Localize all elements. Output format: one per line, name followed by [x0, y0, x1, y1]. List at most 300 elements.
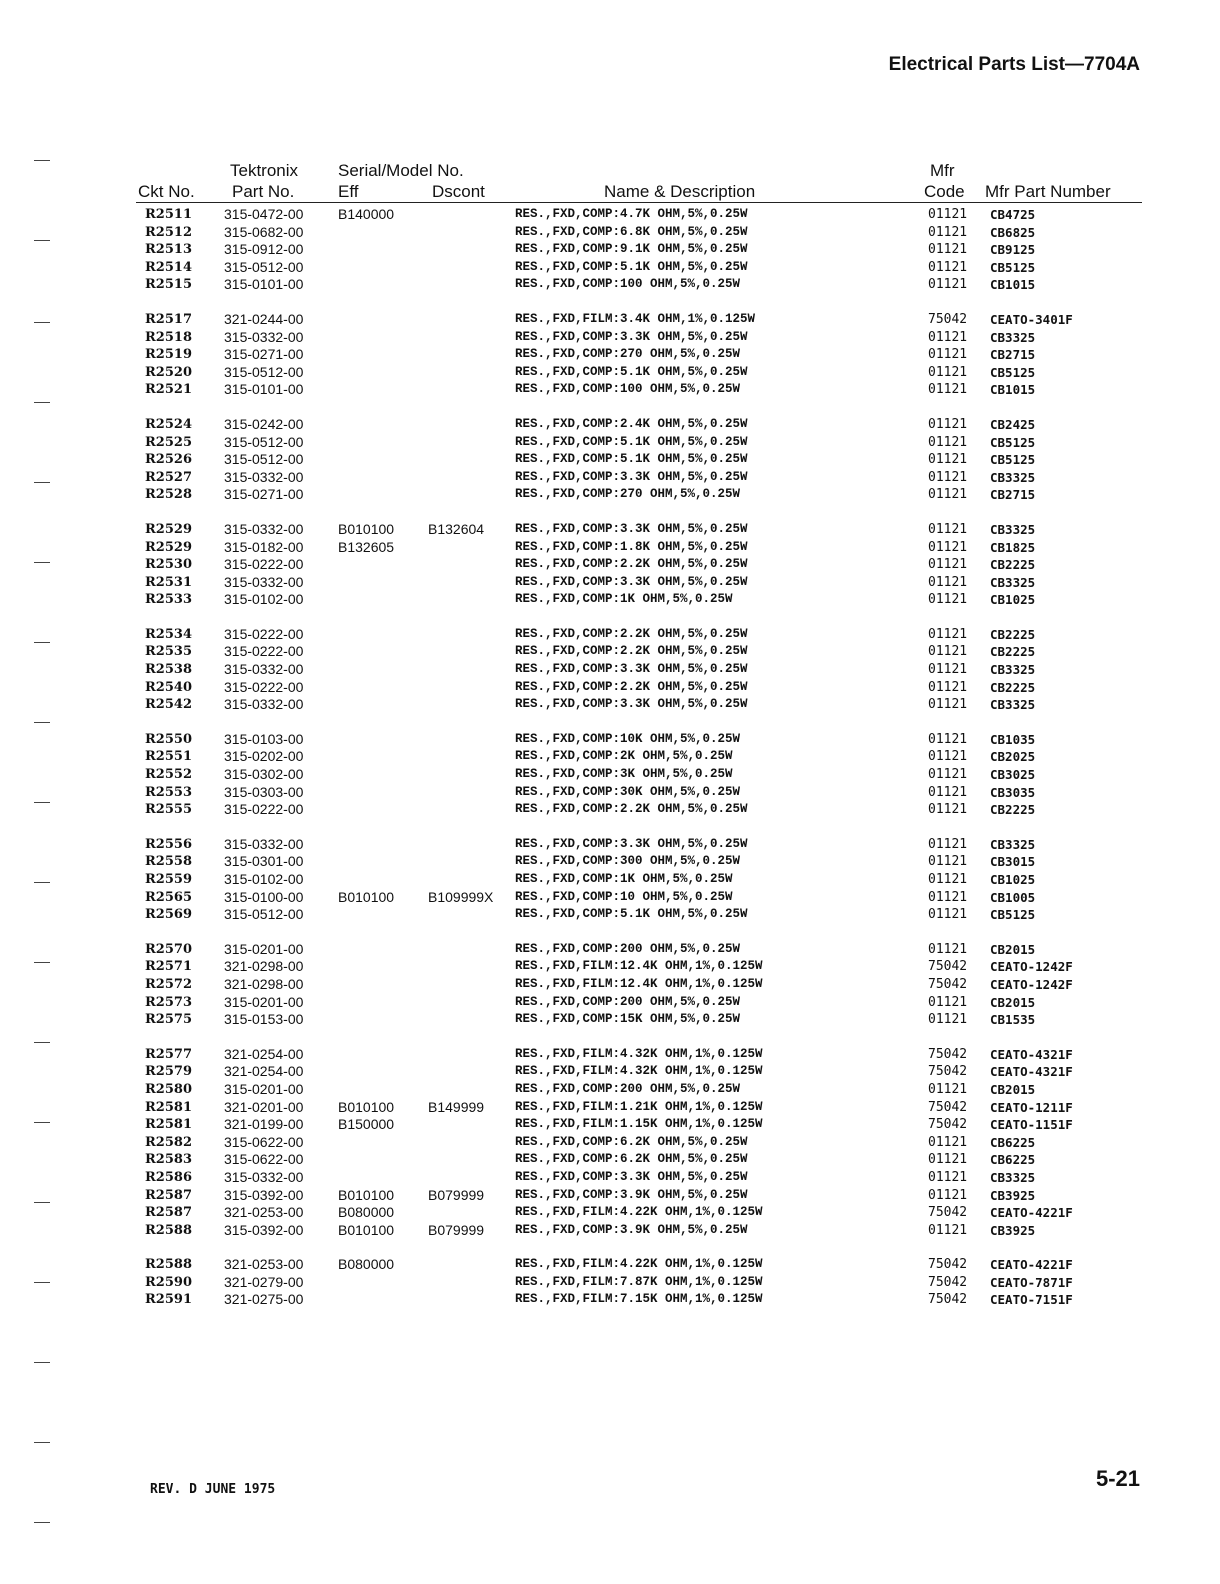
- mfr-part-number: CEATO-3401F: [990, 311, 1073, 327]
- part-description: RES.,FXD,COMP:3.9K OHM,5%,0.25W: [515, 1222, 748, 1237]
- part-description: RES.,FXD,COMP:1K OHM,5%,0.25W: [515, 872, 733, 886]
- mfr-code: 01121: [928, 1081, 968, 1097]
- ckt-number: R2555: [145, 802, 192, 818]
- mfr-code: 75042: [928, 1292, 968, 1308]
- mfr-part-number: CB3035: [990, 784, 1036, 800]
- mfr-code: 01121: [928, 697, 968, 713]
- ckt-number: R2575: [145, 1012, 192, 1028]
- mfr-code: 01121: [928, 802, 968, 818]
- serial-dscont: B079999: [428, 1186, 485, 1203]
- table-row: [0, 1116, 1220, 1134]
- serial-dscont: B132604: [428, 520, 485, 537]
- tektronix-part-number: 315-0332-00: [224, 573, 304, 590]
- part-description: RES.,FXD,COMP:5.1K OHM,5%,0.25W: [515, 364, 748, 379]
- tektronix-part-number: 315-0202-00: [224, 748, 304, 765]
- margin-mark: [34, 1042, 50, 1043]
- tektronix-part-number: 315-0201-00: [224, 940, 304, 957]
- table-row: [0, 521, 1220, 539]
- table-row: [0, 661, 1220, 679]
- mfr-part-number: CEATO-4221F: [990, 1257, 1073, 1273]
- tektronix-part-number: 321-0253-00: [224, 1256, 304, 1273]
- mfr-part-number: CB3325: [990, 697, 1036, 713]
- mfr-part-number: CB5125: [990, 907, 1036, 923]
- mfr-part-number: CB2225: [990, 557, 1036, 573]
- mfr-code: 01121: [928, 1169, 968, 1185]
- margin-mark: [34, 962, 50, 963]
- mfr-part-number: CB2015: [990, 941, 1036, 957]
- part-description: RES.,FXD,COMP:2.2K OHM,5%,0.25W: [515, 644, 748, 659]
- mfr-part-number: CB1015: [990, 277, 1036, 293]
- ckt-number: R2551: [145, 749, 192, 765]
- tektronix-part-number: 321-0279-00: [224, 1273, 304, 1290]
- tektronix-part-number: 315-0242-00: [224, 415, 304, 432]
- parts-group: [0, 731, 1220, 819]
- ckt-number: R2520: [145, 364, 192, 380]
- table-row: [0, 1291, 1220, 1309]
- serial-eff: B010100: [338, 1186, 395, 1203]
- part-description: RES.,FXD,COMP:2K OHM,5%,0.25W: [515, 749, 733, 764]
- part-description: RES.,FXD,FILM:1.15K OHM,1%,0.125W: [515, 1117, 763, 1132]
- mfr-code: 01121: [928, 907, 968, 923]
- mfr-code: 01121: [928, 364, 968, 380]
- mfr-part-number: CB3015: [990, 854, 1036, 870]
- mfr-part-number: CEATO-1242F: [990, 976, 1073, 992]
- tektronix-part-number: 315-0222-00: [224, 625, 304, 642]
- part-description: RES.,FXD,COMP:3.3K OHM,5%,0.25W: [515, 329, 748, 344]
- mfr-code: 01121: [928, 557, 968, 573]
- ckt-number: R2588: [145, 1257, 192, 1273]
- tektronix-part-number: 321-0199-00: [224, 1116, 304, 1133]
- part-description: RES.,FXD,FILM:4.22K OHM,1%,0.125W: [515, 1205, 763, 1220]
- tektronix-part-number: 315-0201-00: [224, 993, 304, 1010]
- mfr-part-number: CB2715: [990, 487, 1036, 503]
- part-description: RES.,FXD,COMP:270 OHM,5%,0.25W: [515, 487, 741, 502]
- part-description: RES.,FXD,COMP:3K OHM,5%,0.25W: [515, 767, 733, 782]
- table-row: [0, 486, 1220, 504]
- mfr-code: 01121: [928, 242, 968, 258]
- mfr-part-number: CEATO-1211F: [990, 1099, 1073, 1115]
- part-description: RES.,FXD,COMP:3.3K OHM,5%,0.25W: [515, 697, 748, 712]
- tektronix-part-number: 321-0253-00: [224, 1204, 304, 1221]
- tektronix-part-number: 315-0332-00: [224, 520, 304, 537]
- table-row: [0, 1187, 1220, 1205]
- serial-dscont: B149999: [428, 1098, 485, 1115]
- mfr-code: 01121: [928, 662, 968, 678]
- table-row: [0, 679, 1220, 697]
- mfr-part-number: CB3925: [990, 1187, 1036, 1203]
- ckt-number: R2519: [145, 347, 192, 363]
- tektronix-part-number: 321-0244-00: [224, 310, 304, 327]
- ckt-number: R2528: [145, 487, 192, 503]
- tektronix-part-number: 315-0332-00: [224, 661, 304, 678]
- mfr-part-number: CB3325: [990, 836, 1036, 852]
- table-row: [0, 1256, 1220, 1274]
- ckt-number: R2587: [145, 1205, 192, 1221]
- ckt-number: R2588: [145, 1222, 192, 1238]
- mfr-code: 75042: [928, 1117, 968, 1133]
- mfr-code: 01121: [928, 731, 968, 747]
- tektronix-part-number: 315-0512-00: [224, 363, 304, 380]
- ckt-number: R2535: [145, 644, 192, 660]
- tektronix-part-number: 315-0512-00: [224, 258, 304, 275]
- tektronix-part-number: 315-0101-00: [224, 381, 304, 398]
- ckt-number: R2577: [145, 1046, 192, 1062]
- mfr-part-number: CB3325: [990, 1169, 1036, 1185]
- serial-eff: B010100: [338, 1221, 395, 1238]
- mfr-code: 01121: [928, 592, 968, 608]
- ckt-number: R2581: [145, 1117, 192, 1133]
- table-row: [0, 346, 1220, 364]
- col-header-mfr-line1: Mfr: [930, 161, 955, 180]
- ckt-number: R2515: [145, 277, 192, 293]
- mfr-part-number: CB5125: [990, 364, 1036, 380]
- col-header-tek-line2: Part No.: [232, 182, 295, 201]
- parts-group: [0, 416, 1220, 504]
- ckt-number: R2581: [145, 1099, 192, 1115]
- part-description: RES.,FXD,COMP:1.8K OHM,5%,0.25W: [515, 539, 748, 554]
- tektronix-part-number: 315-0332-00: [224, 835, 304, 852]
- tektronix-part-number: 315-0682-00: [224, 223, 304, 240]
- table-row: [0, 626, 1220, 644]
- table-row: [0, 574, 1220, 592]
- tektronix-part-number: 315-0222-00: [224, 678, 304, 695]
- part-description: RES.,FXD,FILM:4.22K OHM,1%,0.125W: [515, 1257, 763, 1272]
- mfr-part-number: CB3325: [990, 662, 1036, 678]
- col-header-description: Name & Description: [604, 182, 756, 201]
- ckt-number: R2524: [145, 416, 192, 432]
- parts-group: [0, 311, 1220, 399]
- part-description: RES.,FXD,COMP:10 OHM,5%,0.25W: [515, 889, 733, 904]
- part-description: RES.,FXD,COMP:5.1K OHM,5%,0.25W: [515, 434, 748, 449]
- mfr-code: 01121: [928, 347, 968, 363]
- mfr-part-number: CB1535: [990, 1012, 1036, 1028]
- margin-mark: [34, 722, 50, 723]
- part-description: RES.,FXD,COMP:3.3K OHM,5%,0.25W: [515, 521, 748, 536]
- mfr-code: 75042: [928, 1205, 968, 1221]
- mfr-code: 01121: [928, 889, 968, 905]
- mfr-code: 01121: [928, 872, 968, 887]
- mfr-part-number: CB3325: [990, 469, 1036, 485]
- mfr-code: 01121: [928, 1134, 968, 1150]
- table-row: [0, 889, 1220, 907]
- mfr-part-number: CB9125: [990, 242, 1036, 258]
- part-description: RES.,FXD,COMP:2.2K OHM,5%,0.25W: [515, 557, 748, 572]
- table-row: [0, 1274, 1220, 1292]
- part-description: RES.,FXD,COMP:6.2K OHM,5%,0.25W: [515, 1152, 748, 1167]
- ckt-number: R2512: [145, 224, 192, 240]
- tektronix-part-number: 315-0512-00: [224, 451, 304, 468]
- margin-mark: [34, 160, 50, 161]
- tektronix-part-number: 315-0392-00: [224, 1221, 304, 1238]
- mfr-code: 75042: [928, 1046, 968, 1062]
- tektronix-part-number: 315-0622-00: [224, 1133, 304, 1150]
- mfr-code: 01121: [928, 224, 968, 240]
- table-row: [0, 259, 1220, 277]
- mfr-code: 01121: [928, 382, 968, 398]
- ckt-number: R2533: [145, 592, 192, 608]
- ckt-number: R2565: [145, 889, 192, 905]
- mfr-part-number: CB5125: [990, 434, 1036, 450]
- part-description: RES.,FXD,COMP:300 OHM,5%,0.25W: [515, 854, 741, 869]
- tektronix-part-number: 315-0271-00: [224, 486, 304, 503]
- part-description: RES.,FXD,COMP:100 OHM,5%,0.25W: [515, 382, 741, 397]
- tektronix-part-number: 315-0102-00: [224, 871, 304, 887]
- part-description: RES.,FXD,COMP:5.1K OHM,5%,0.25W: [515, 452, 748, 467]
- table-row: [0, 241, 1220, 259]
- ckt-number: R2550: [145, 731, 192, 747]
- tektronix-part-number: 321-0298-00: [224, 975, 304, 992]
- tektronix-part-number: 315-0222-00: [224, 643, 304, 660]
- mfr-code: 75042: [928, 976, 968, 992]
- part-description: RES.,FXD,COMP:1K OHM,5%,0.25W: [515, 592, 733, 607]
- tektronix-part-number: 315-0222-00: [224, 801, 304, 818]
- mfr-part-number: CB2015: [990, 994, 1036, 1010]
- ckt-number: R2538: [145, 662, 192, 678]
- mfr-part-number: CB2225: [990, 679, 1036, 695]
- mfr-part-number: CEATO-1242F: [990, 959, 1073, 975]
- margin-mark: [34, 562, 50, 563]
- mfr-code: 01121: [928, 1187, 968, 1203]
- serial-eff: B140000: [338, 206, 395, 222]
- mfr-code: 01121: [928, 434, 968, 450]
- part-description: RES.,FXD,FILM:12.4K OHM,1%,0.125W: [515, 976, 763, 991]
- table-row: [0, 539, 1220, 557]
- tektronix-part-number: 315-0472-00: [224, 206, 304, 222]
- part-description: RES.,FXD,COMP:2.4K OHM,5%,0.25W: [515, 416, 748, 431]
- tektronix-part-number: 315-0103-00: [224, 730, 304, 747]
- tektronix-part-number: 315-0332-00: [224, 328, 304, 345]
- mfr-part-number: CB2015: [990, 1081, 1036, 1097]
- serial-eff: B010100: [338, 888, 395, 905]
- part-description: RES.,FXD,FILM:4.32K OHM,1%,0.125W: [515, 1064, 763, 1079]
- ckt-number: R2552: [145, 767, 192, 783]
- serial-eff: B010100: [338, 1098, 395, 1115]
- part-description: RES.,FXD,COMP:3.3K OHM,5%,0.25W: [515, 836, 748, 851]
- col-header-mfr-part-number: Mfr Part Number: [985, 182, 1111, 201]
- ckt-number: R2526: [145, 452, 192, 468]
- mfr-part-number: CEATO-1151F: [990, 1117, 1073, 1133]
- mfr-code: 01121: [928, 452, 968, 468]
- mfr-code: 01121: [928, 854, 968, 870]
- part-description: RES.,FXD,COMP:3.9K OHM,5%,0.25W: [515, 1187, 748, 1202]
- part-description: RES.,FXD,COMP:3.3K OHM,5%,0.25W: [515, 469, 748, 484]
- parts-group: [0, 1256, 1220, 1309]
- mfr-part-number: CB3325: [990, 521, 1036, 537]
- ckt-number: R2529: [145, 539, 192, 555]
- mfr-part-number: CB4725: [990, 207, 1036, 222]
- mfr-code: 01121: [928, 487, 968, 503]
- table-row: [0, 1169, 1220, 1187]
- ckt-number: R2591: [145, 1292, 192, 1308]
- ckt-number: R2529: [145, 521, 192, 537]
- margin-mark: [34, 882, 50, 883]
- col-header-mfr-code: Code: [924, 182, 965, 201]
- table-row: [0, 1011, 1220, 1029]
- ckt-number: R2579: [145, 1064, 192, 1080]
- table-row: [0, 311, 1220, 329]
- mfr-part-number: CB3925: [990, 1222, 1036, 1238]
- tektronix-part-number: 315-0912-00: [224, 241, 304, 258]
- mfr-part-number: CB2225: [990, 626, 1036, 642]
- mfr-part-number: CB6825: [990, 224, 1036, 240]
- mfr-code: 01121: [928, 329, 968, 345]
- ckt-number: R2511: [145, 207, 192, 222]
- revision-note: REV. D JUNE 1975: [150, 1482, 276, 1497]
- part-description: RES.,FXD,FILM:1.21K OHM,1%,0.125W: [515, 1099, 763, 1114]
- mfr-code: 01121: [928, 784, 968, 800]
- serial-eff: B010100: [338, 520, 395, 537]
- mfr-part-number: CB3325: [990, 329, 1036, 345]
- margin-mark: [34, 1202, 50, 1203]
- part-description: RES.,FXD,FILM:12.4K OHM,1%,0.125W: [515, 959, 763, 974]
- ckt-number: R2572: [145, 976, 192, 992]
- mfr-part-number: CB1025: [990, 592, 1036, 608]
- ckt-number: R2587: [145, 1187, 192, 1203]
- part-description: RES.,FXD,COMP:2.2K OHM,5%,0.25W: [515, 679, 748, 694]
- table-row: [0, 1222, 1220, 1240]
- table-row: [0, 1046, 1220, 1064]
- tektronix-part-number: 315-0271-00: [224, 346, 304, 363]
- parts-list: [0, 206, 1220, 1326]
- table-row: [0, 836, 1220, 854]
- margin-mark: [34, 402, 50, 403]
- parts-group: [0, 521, 1220, 609]
- tektronix-part-number: 315-0332-00: [224, 1168, 304, 1185]
- mfr-code: 01121: [928, 521, 968, 537]
- mfr-part-number: CB6225: [990, 1134, 1036, 1150]
- table-row: [0, 381, 1220, 399]
- ckt-number: R2582: [145, 1134, 192, 1150]
- margin-mark: [34, 1522, 50, 1523]
- mfr-code: 01121: [928, 1012, 968, 1028]
- mfr-code: 01121: [928, 416, 968, 432]
- ckt-number: R2556: [145, 836, 192, 852]
- serial-eff: B080000: [338, 1256, 395, 1273]
- mfr-code: 01121: [928, 259, 968, 275]
- mfr-code: 01121: [928, 679, 968, 695]
- tektronix-part-number: 315-0512-00: [224, 906, 304, 923]
- mfr-code: 01121: [928, 767, 968, 783]
- mfr-part-number: CB2715: [990, 347, 1036, 363]
- tektronix-part-number: 321-0298-00: [224, 958, 304, 975]
- col-header-tek-line1: Tektronix: [230, 161, 299, 180]
- part-description: RES.,FXD,COMP:3.3K OHM,5%,0.25W: [515, 662, 748, 677]
- table-row: [0, 451, 1220, 469]
- margin-mark: [34, 1362, 50, 1363]
- tektronix-part-number: 321-0275-00: [224, 1291, 304, 1308]
- page-number: 5-21: [1095, 1466, 1140, 1491]
- mfr-part-number: CB1035: [990, 731, 1036, 747]
- mfr-part-number: CB1025: [990, 872, 1036, 887]
- part-description: RES.,FXD,COMP:30K OHM,5%,0.25W: [515, 784, 741, 799]
- parts-group: [0, 836, 1220, 924]
- ckt-number: R2590: [145, 1274, 192, 1290]
- ckt-number: R2527: [145, 469, 192, 485]
- mfr-code: 01121: [928, 994, 968, 1010]
- ckt-number: R2530: [145, 557, 192, 573]
- page-title: Electrical Parts List—7704A: [888, 54, 1140, 75]
- ckt-number: R2558: [145, 854, 192, 870]
- table-row: [0, 1063, 1220, 1081]
- table-row: [0, 1134, 1220, 1152]
- part-description: RES.,FXD,COMP:5.1K OHM,5%,0.25W: [515, 259, 748, 274]
- mfr-part-number: CB2225: [990, 802, 1036, 818]
- ckt-number: R2559: [145, 872, 192, 887]
- ckt-number: R2540: [145, 679, 192, 695]
- part-description: RES.,FXD,FILM:3.4K OHM,1%,0.125W: [515, 311, 756, 326]
- header-rule: [136, 202, 1142, 203]
- table-row: [0, 416, 1220, 434]
- tektronix-part-number: 315-0100-00: [224, 888, 304, 905]
- part-description: RES.,FXD,COMP:200 OHM,5%,0.25W: [515, 994, 741, 1009]
- tektronix-part-number: 315-0332-00: [224, 468, 304, 485]
- mfr-part-number: CB3325: [990, 574, 1036, 590]
- table-row: [0, 731, 1220, 749]
- mfr-code: 01121: [928, 1152, 968, 1168]
- table-row: [0, 958, 1220, 976]
- mfr-part-number: CEATO-4221F: [990, 1205, 1073, 1221]
- mfr-part-number: CB2225: [990, 644, 1036, 660]
- table-row: [0, 556, 1220, 574]
- ckt-number: R2553: [145, 784, 192, 800]
- col-header-ckt: Ckt No.: [138, 182, 195, 201]
- part-description: RES.,FXD,COMP:3.3K OHM,5%,0.25W: [515, 574, 748, 589]
- ckt-number: R2570: [145, 941, 192, 957]
- margin-mark: [34, 642, 50, 643]
- margin-mark: [34, 240, 50, 241]
- ckt-number: R2517: [145, 311, 192, 327]
- mfr-code: 01121: [928, 941, 968, 957]
- mfr-part-number: CEATO-7871F: [990, 1274, 1073, 1290]
- table-row: [0, 276, 1220, 294]
- mfr-code: 01121: [928, 539, 968, 555]
- part-description: RES.,FXD,FILM:7.87K OHM,1%,0.125W: [515, 1274, 763, 1289]
- ckt-number: R2521: [145, 382, 192, 398]
- mfr-code: 01121: [928, 574, 968, 590]
- table-row: [0, 224, 1220, 242]
- part-description: RES.,FXD,COMP:2.2K OHM,5%,0.25W: [515, 802, 748, 817]
- mfr-code: 01121: [928, 469, 968, 485]
- mfr-code: 75042: [928, 311, 968, 327]
- parts-group: [0, 1046, 1220, 1240]
- mfr-code: 75042: [928, 1257, 968, 1273]
- table-row: [0, 941, 1220, 959]
- parts-group: [0, 206, 1220, 294]
- ckt-number: R2580: [145, 1081, 192, 1097]
- ckt-number: R2531: [145, 574, 192, 590]
- ckt-number: R2525: [145, 434, 192, 450]
- part-description: RES.,FXD,COMP:270 OHM,5%,0.25W: [515, 347, 741, 362]
- part-description: RES.,FXD,COMP:6.8K OHM,5%,0.25W: [515, 224, 748, 239]
- tektronix-part-number: 315-0102-00: [224, 591, 304, 608]
- tektronix-part-number: 315-0101-00: [224, 276, 304, 293]
- table-row: [0, 469, 1220, 487]
- ckt-number: R2583: [145, 1152, 192, 1168]
- table-row: [0, 206, 1220, 224]
- part-description: RES.,FXD,COMP:9.1K OHM,5%,0.25W: [515, 242, 748, 257]
- table-row: [0, 696, 1220, 714]
- ckt-number: R2542: [145, 697, 192, 713]
- mfr-code: 75042: [928, 959, 968, 975]
- tektronix-part-number: 315-0392-00: [224, 1186, 304, 1203]
- tektronix-part-number: 315-0512-00: [224, 433, 304, 450]
- mfr-part-number: CB1015: [990, 382, 1036, 398]
- ckt-number: R2586: [145, 1169, 192, 1185]
- col-header-eff: Eff: [338, 182, 359, 201]
- part-description: RES.,FXD,COMP:4.7K OHM,5%,0.25W: [515, 207, 748, 221]
- ckt-number: R2514: [145, 259, 192, 275]
- mfr-part-number: CB5125: [990, 259, 1036, 275]
